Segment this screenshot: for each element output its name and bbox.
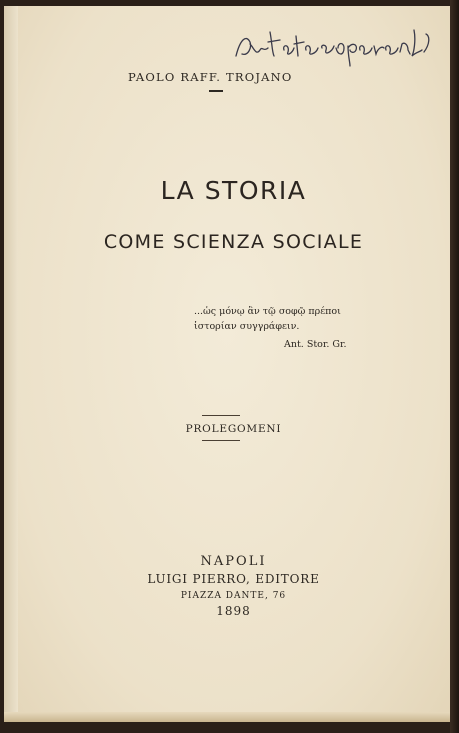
page-bottom-edge: [4, 712, 450, 722]
epigraph-attribution: Ant. Stor. Gr.: [284, 339, 347, 350]
imprint-publisher: LUIGI PIERRO, EDITORE: [147, 572, 320, 586]
title-line-2: COME SCIENZA SOCIALE: [103, 231, 364, 253]
epigraph: [194, 304, 347, 352]
handwritten-inscription: [232, 22, 442, 68]
author-name: PAOLO RAFF. TROJANO: [128, 70, 293, 84]
title-page: [4, 6, 450, 722]
imprint-year: 1898: [216, 604, 251, 618]
author-underline: [209, 90, 223, 92]
book-cover-edge: [450, 0, 459, 733]
epigraph-line-2: ἱστορίαν συγγράφειν.: [194, 321, 300, 332]
section-rule-top: [202, 415, 240, 416]
imprint-address: PIAZZA DANTE, 76: [180, 591, 287, 601]
epigraph-line-1: ...ὡς μόνῳ ἂν τῷ σοφῷ πρέποι: [194, 306, 341, 317]
title-line-1: LA STORIA: [160, 176, 307, 205]
section-label: PROLEGOMENI: [185, 423, 282, 435]
imprint-city: NAPOLI: [200, 554, 267, 569]
section-rule-bottom: [202, 440, 240, 441]
